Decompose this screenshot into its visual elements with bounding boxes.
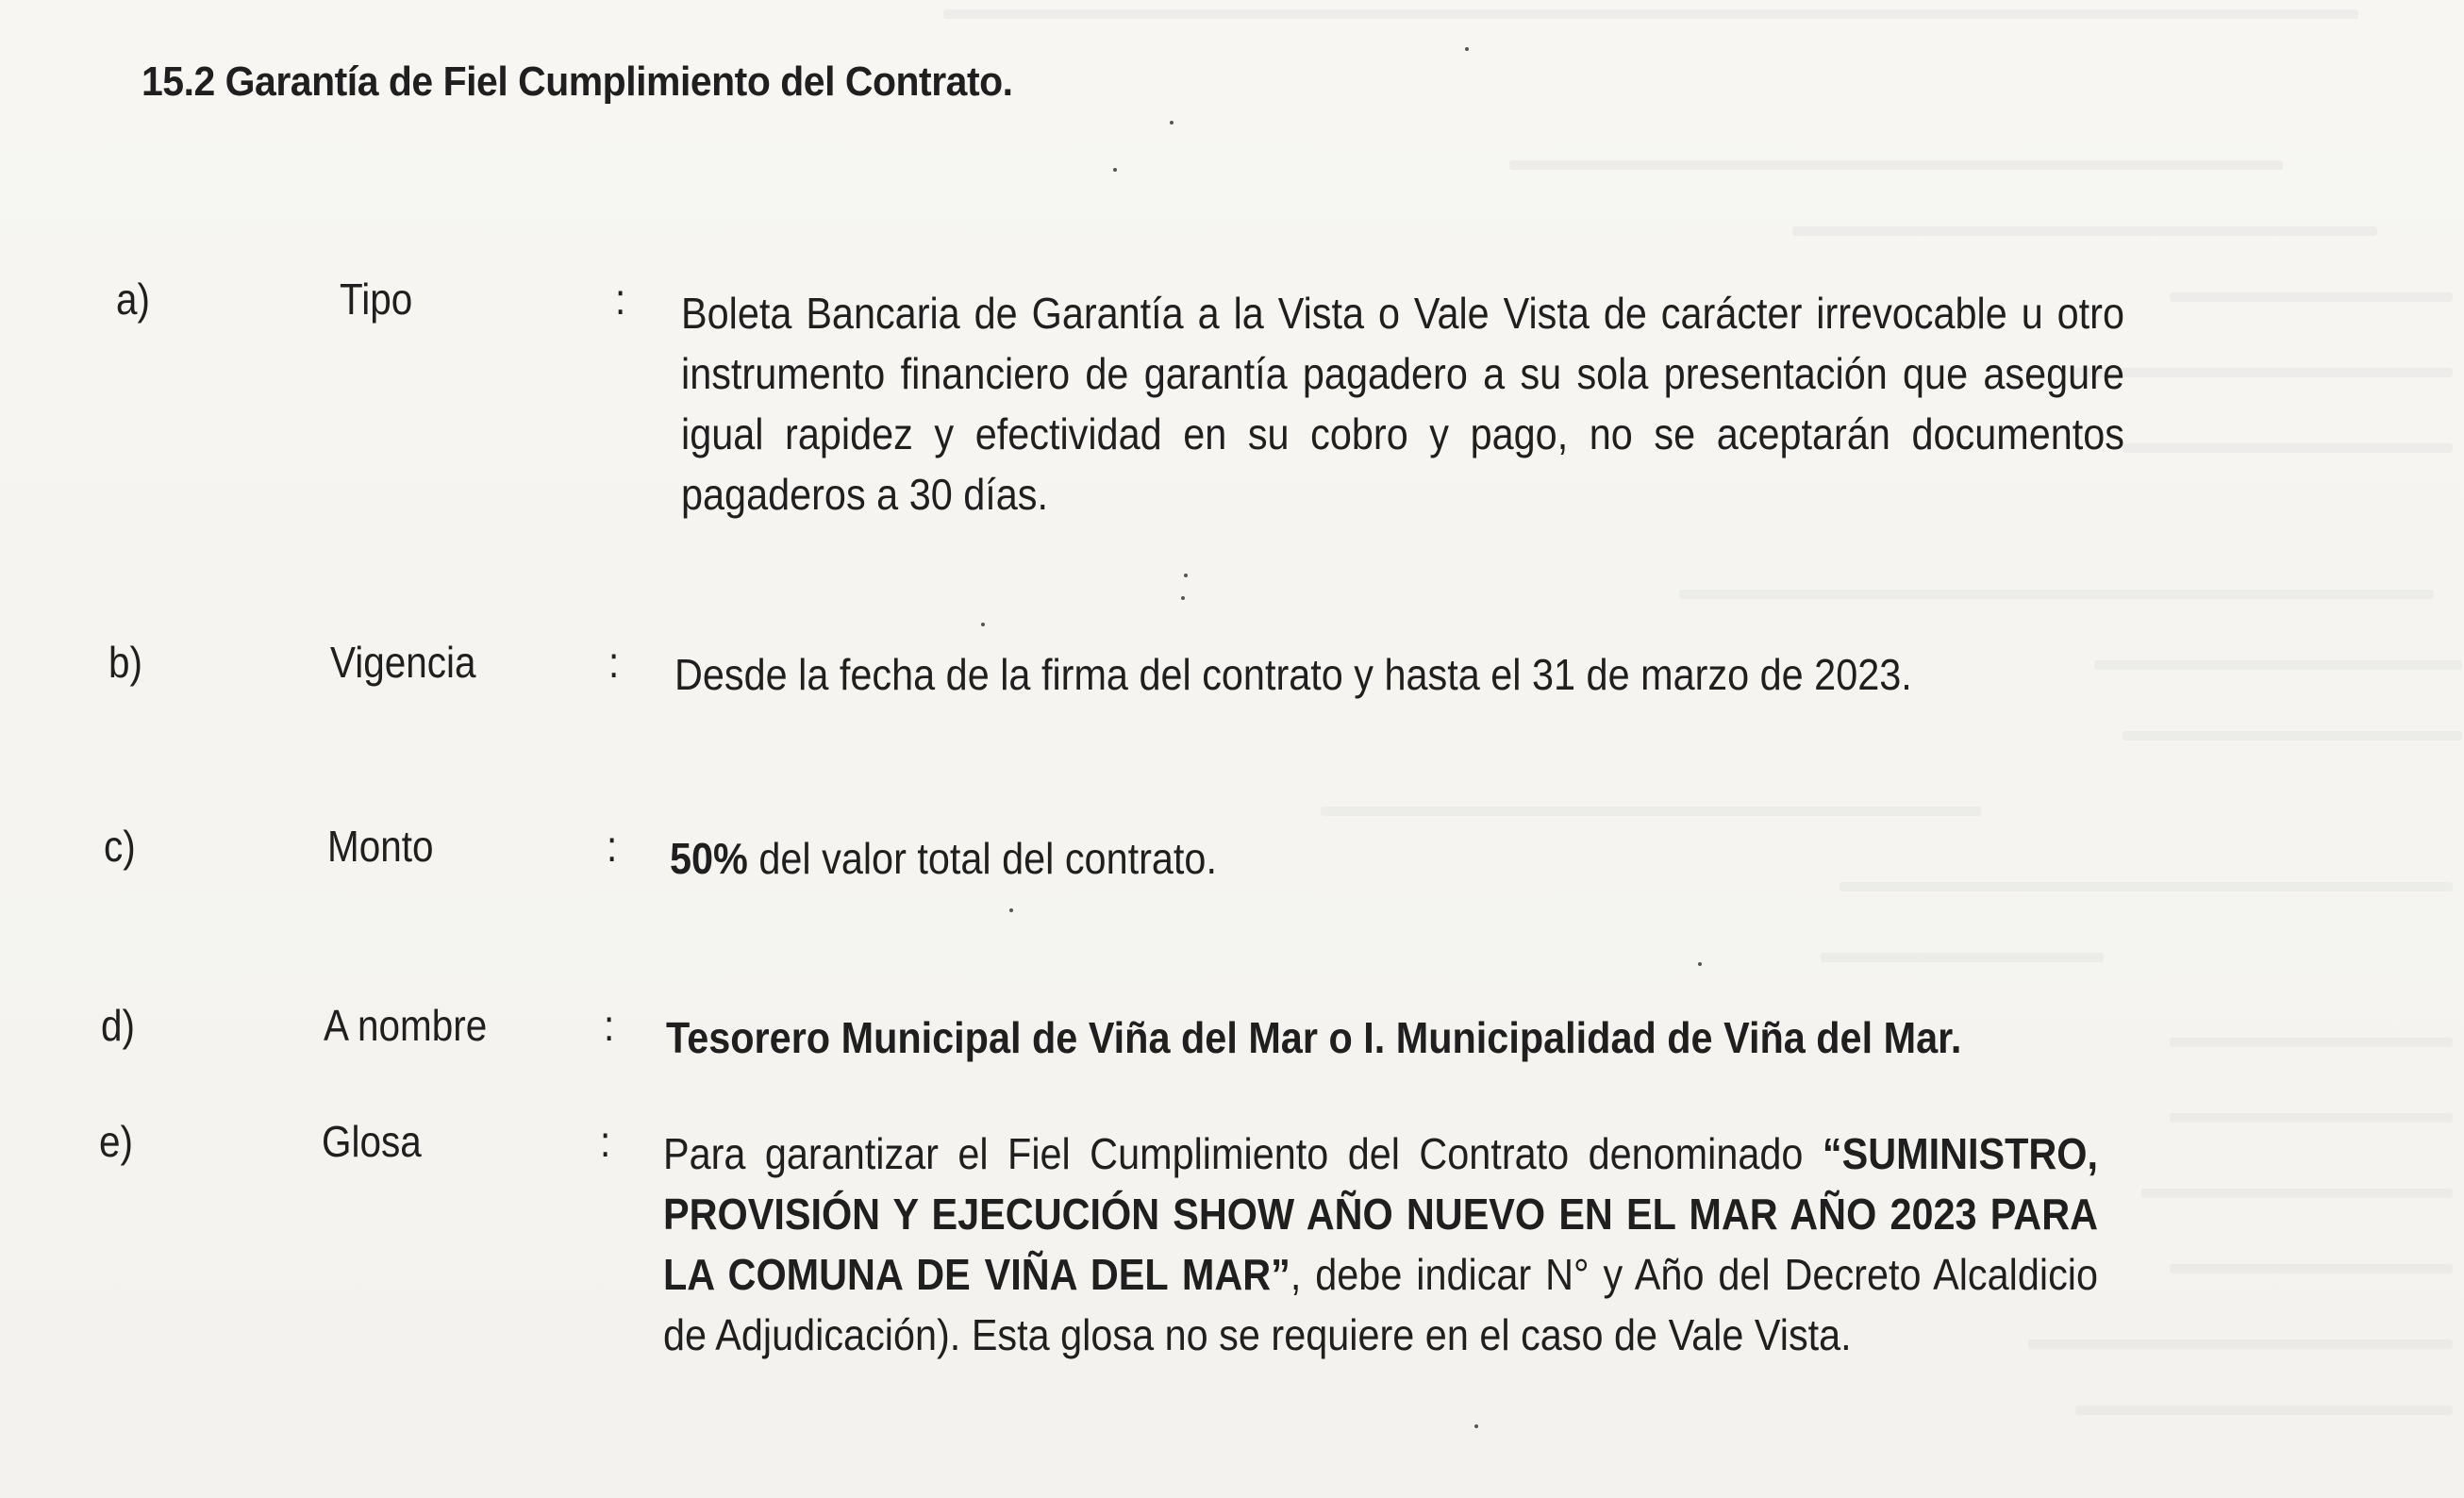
bleed-through-line (1509, 160, 2283, 170)
bleed-through-line (1679, 590, 2434, 599)
scan-speck (1474, 1424, 1478, 1428)
bleed-through-line (943, 9, 2358, 19)
bleed-through-line (2170, 1264, 2453, 1273)
item-letter: a) (116, 275, 150, 324)
item-colon: : (608, 638, 620, 687)
scan-speck (1698, 962, 1702, 966)
bleed-through-line (1821, 953, 2104, 962)
bleed-through-line (2141, 1189, 2453, 1198)
bleed-through-line (2094, 660, 2462, 670)
bleed-through-line (2075, 368, 2453, 377)
item-value (670, 828, 2028, 889)
bleed-through-line (2170, 1113, 2453, 1123)
bleed-through-line (2170, 1038, 2453, 1047)
contract-name: “SUMINISTRO, PROVISIÓN Y EJECUCIÓN SHOW AÑO NUEVO EN EL MAR AÑO 2023 PARA LA COMUNA DE VIÑA DEL MAR” (663, 1129, 2098, 1299)
glosa-intro: Para garantizar el Fiel Cumplimiento del Contrato denominado (663, 1129, 1804, 1178)
item-colon: : (607, 822, 618, 871)
item-label: Tipo (340, 275, 413, 324)
item-letter: d) (101, 1001, 135, 1050)
bleed-through-line (2170, 292, 2453, 302)
item-letter: b) (108, 638, 142, 687)
item-value: Tesorero Municipal de Viña del Mar o I. Municipalidad de Viña del Mar. (666, 1013, 1962, 1062)
item-label: A nombre (324, 1001, 488, 1050)
scan-speck (1181, 596, 1185, 600)
item-colon: : (615, 275, 626, 324)
bleed-through-line (2075, 1406, 2453, 1415)
scan-speck (1009, 908, 1013, 912)
bleed-through-line (2123, 731, 2462, 741)
scan-speck (981, 623, 985, 626)
scan-speck (1184, 574, 1188, 577)
item-value: Desde la fecha de la firma del contrato y hasta el 31 de marzo de 2023. (674, 650, 1912, 699)
amount-percentage: 50% (670, 834, 748, 883)
item-label: Glosa (322, 1117, 422, 1166)
item-value: Boleta Bancaria de Garantía a la Vista o Vale Vista de carácter irrevocable u otro instrumento financiero de garantía pagadero a su sola presentación que asegure igual rapidez y efectividad en su cobro y pago, no se aceptarán documentos pagaderos a 30 días. (681, 289, 2124, 519)
scan-speck (1113, 168, 1117, 172)
item-label: Monto (327, 822, 434, 871)
item-colon: : (604, 1001, 615, 1050)
item-letter: c) (104, 822, 136, 871)
item-value (663, 1124, 2098, 1365)
amount-description: del valor total del contrato. (747, 834, 1217, 883)
item-colon: : (600, 1117, 611, 1166)
scan-speck (1170, 121, 1174, 125)
scan-speck (1465, 47, 1469, 51)
bleed-through-line (2123, 443, 2453, 453)
item-letter: e) (99, 1117, 133, 1166)
bleed-through-line (1321, 807, 1981, 816)
section-title: 15.2 Garantía de Fiel Cumplimiento del Contrato. (142, 58, 1013, 105)
bleed-through-line (1792, 226, 2377, 236)
item-label: Vigencia (330, 638, 476, 687)
glosa-instructions: , debe indicar N° y Año del Decreto Alcaldicio de Adjudicación). Esta glosa no se requiere en el caso de Vale Vista. (663, 1250, 2098, 1359)
